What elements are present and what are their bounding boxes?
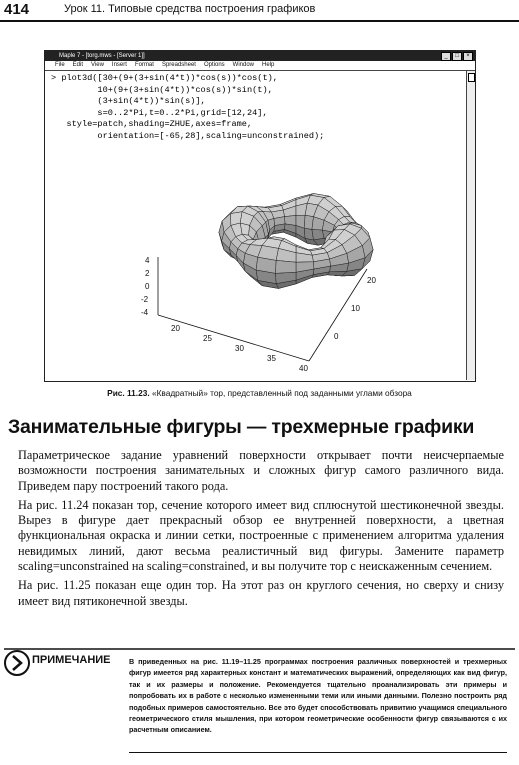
x-tick: 30: [235, 344, 244, 353]
menu-options: Options: [203, 62, 225, 68]
x-tick: 20: [171, 324, 180, 333]
code-line: s=0..2*Pi,t=0..2*Pi,grid=[12,24],: [51, 107, 268, 118]
x-tick: 40: [299, 364, 308, 373]
figure-caption: [0, 388, 519, 398]
note-label: ПРИМЕЧАНИЕ: [32, 654, 111, 666]
code-line: > plot3d([30+(9+(3+sin(4*t))*cos(s))*cos(t),: [51, 73, 278, 83]
menu-format: Format: [134, 62, 154, 68]
caption-text: «Квадратный» тор, представленный под заданными углами обзора: [151, 388, 412, 398]
note-badge: [4, 650, 116, 674]
menu-window: Window: [232, 62, 255, 68]
torus-3d-plot: [141, 143, 441, 375]
body-text: [18, 448, 504, 613]
note-bottom-rule: [129, 752, 507, 753]
menu-help: Help: [262, 62, 275, 68]
chevron-right-icon: [4, 650, 30, 676]
y-axis-ticks: [334, 276, 376, 341]
menu-spreadsheet: Spreadsheet: [161, 62, 196, 68]
paragraph: На рис. 11.24 показан тор, сечение которого имеет вид сплюснутой шестиконечной звезды. Вырез в фигуре дает прекрасный обзор ее внутренней поверхности, а цветная функциональная окраска и линии сетки, построенные с применением алгоритма удаления невидимых линий, дают весьма реалистичный вид фигуры. Замените параметр scaling=unconstrained на scaling=constrained, и вы получите тор с неискаженным сечением.: [18, 497, 504, 574]
z-tick: 2: [145, 269, 150, 278]
y-tick: 0: [334, 332, 339, 341]
close-icon: ×: [463, 52, 473, 61]
maple-code: [51, 73, 475, 142]
code-line: orientation=[-65,28],scaling=unconstrained);: [51, 130, 325, 141]
page-header: [0, 0, 519, 22]
code-line: 10+(9+(3+sin(4*t))*cos(s))*sin(t),: [51, 84, 273, 95]
code-line: style=patch,shading=ZHUE,axes=frame,: [51, 119, 253, 129]
window-menubar: [45, 61, 475, 71]
z-tick: -4: [141, 308, 149, 317]
x-tick: 25: [203, 334, 212, 343]
x-tick: 35: [267, 354, 276, 363]
menu-edit: Edit: [72, 62, 84, 68]
torus-patch: [285, 215, 297, 225]
code-line: (3+sin(4*t))*sin(s)],: [51, 96, 206, 106]
torus-surface: [219, 194, 373, 289]
y-tick: 10: [351, 304, 360, 313]
menu-insert: Insert: [111, 62, 127, 68]
window-title: Maple 7 - [torg.mws - [Server 1]]: [59, 53, 145, 59]
window-titlebar: [45, 51, 475, 61]
paragraph: Параметрическое задание уравнений поверхности открывает почти неисчерпаемые возможности построения занимательных и сложных фигур самого различного вида. Приведем пару построений такого рода.: [18, 448, 504, 493]
header-rule: [0, 20, 519, 22]
z-tick: 4: [145, 256, 150, 265]
z-tick: -2: [141, 295, 149, 304]
x-axis-ticks: [171, 324, 308, 373]
window-controls: [441, 52, 473, 61]
minimize-icon: _: [441, 52, 451, 61]
z-axis-ticks: [141, 256, 150, 317]
y-tick: 20: [367, 276, 376, 285]
z-tick: 0: [145, 282, 150, 291]
caption-label: Рис. 11.23.: [107, 388, 150, 398]
section-title: Занимательные фигуры — трехмерные графики: [8, 416, 475, 438]
menu-file: File: [55, 62, 65, 68]
torus-patch: [275, 260, 296, 273]
maple-window-screenshot: [44, 50, 476, 382]
running-title: Урок 11. Типовые средства построения графиков: [64, 3, 316, 15]
paragraph: На рис. 11.25 показан еще один тор. На этот раз он круглого сечения, но сверху и снизу имеет вид пятиконечной звезды.: [18, 578, 504, 608]
page-number: 414: [4, 1, 30, 18]
note-text: В приведенных на рис. 11.19–11.25 программах построения различных поверхностей и трехмерных фигур имеется ряд характерных констант и математических выражений, определяющих как вид фигур, так и их размеры и положение. Рекомендуется тщательно проанализировать эти примеры и попробовать их в работе с несколько измененными теми или иными данными. Полезно построить ряд подобных примеров самостоятельно. Все это будет способствовать привитию учащимся специального геометрического стиля мышления, при котором геометрические особенности фигур связываются с их расчетным описанием.: [129, 657, 507, 735]
maximize-icon: □: [452, 52, 462, 61]
menu-view: View: [91, 62, 104, 68]
scroll-up-icon: [468, 73, 475, 82]
vertical-scrollbar: [466, 71, 475, 380]
